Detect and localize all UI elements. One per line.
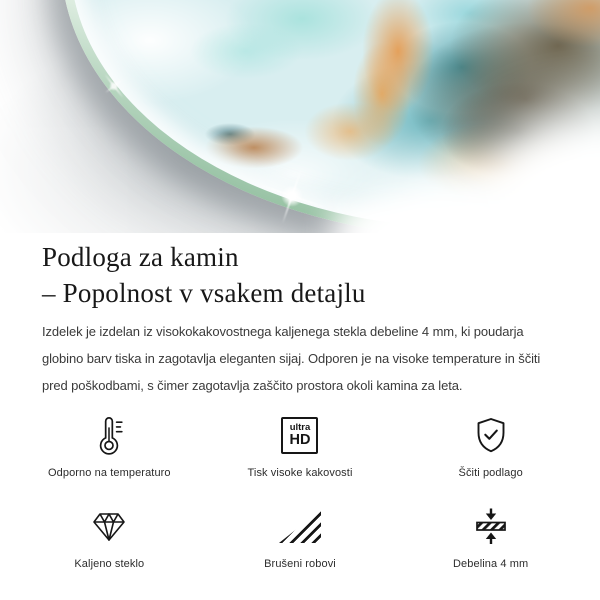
feature-temperature <box>14 412 205 479</box>
feature-label: Tisk visoke kakovosti <box>247 467 353 479</box>
page-title-line2: – Popolnost v vsakem detajlu <box>42 278 366 308</box>
page-title <box>42 239 562 311</box>
page-title-line1: Podloga za kamin <box>42 242 239 272</box>
hatched-edge-icon <box>279 503 321 549</box>
ultra-hd-icon <box>281 412 318 458</box>
diamond-icon <box>89 503 129 549</box>
feature-print-quality <box>205 412 396 479</box>
product-description: Izdelek je izdelan iz visokokakovostnega kaljenega stekla debeline 4 mm, ki poudarja globino barv tiska in zagotavlja eleganten sijaj. Odporen je na visoke temperature in ščiti pred poškodbami, s čimer zagotavlja zaščito prostora okoli kamina za leta. <box>42 324 541 393</box>
shield-check-icon <box>471 412 511 458</box>
feature-label: Debelina 4 mm <box>453 558 529 570</box>
product-hero-image <box>0 0 600 233</box>
feature-label: Brušeni robovi <box>264 558 336 570</box>
product-text-block <box>0 233 600 399</box>
feature-label: Odporno na temperaturo <box>47 467 171 479</box>
feature-polished-edges <box>205 503 396 570</box>
feature-protection <box>395 412 586 479</box>
feature-label: Kaljeno steklo <box>74 558 145 570</box>
feature-label: Ščiti podlago <box>458 467 523 479</box>
feature-thickness <box>395 503 586 570</box>
ultra-hd-icon-text-top: ultra <box>289 421 311 433</box>
thickness-press-icon <box>471 503 511 549</box>
feature-tempered-glass <box>14 503 205 570</box>
thermometer-icon <box>90 412 128 458</box>
feature-grid <box>0 412 600 570</box>
ultra-hd-icon-text-bottom: HD <box>289 432 311 448</box>
